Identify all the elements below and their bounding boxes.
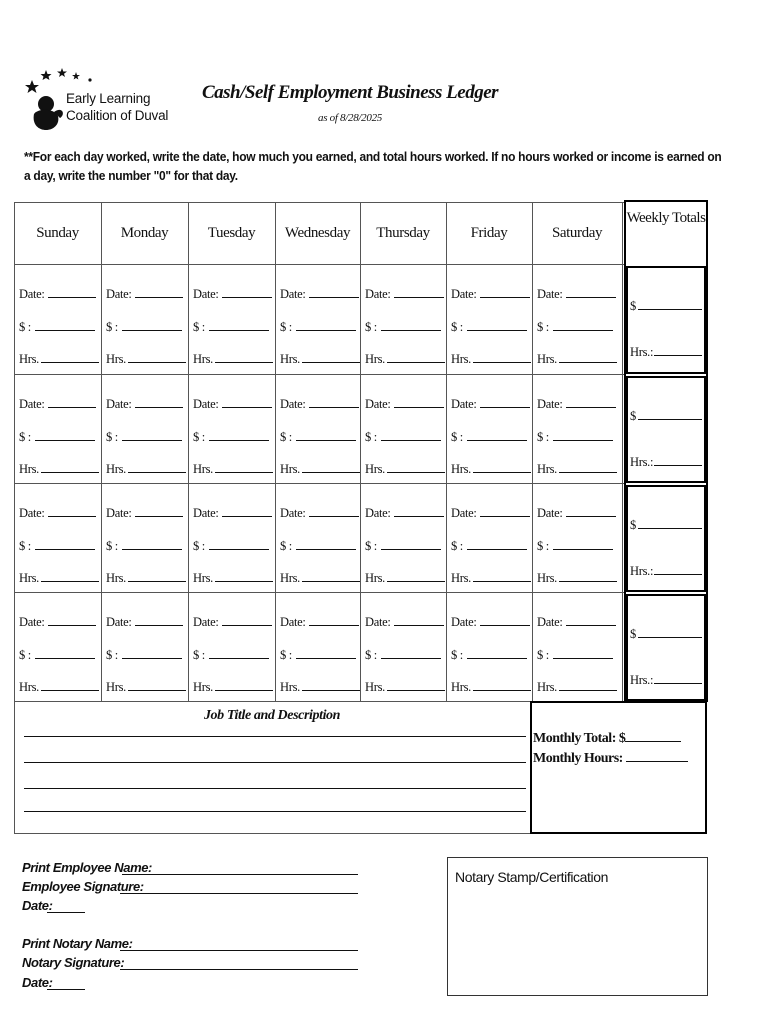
date-field[interactable] (280, 286, 359, 302)
hours-label: Hrs. (193, 571, 213, 585)
hours-label: Hrs. (451, 571, 471, 585)
hours-label: Hrs. (193, 462, 213, 476)
hours-label: Hrs. (193, 352, 213, 366)
hours-label: Hrs. (451, 352, 471, 366)
hours-field[interactable] (106, 461, 186, 477)
logo-line-2: Coalition of Duval (66, 108, 169, 123)
amount-label: $ : (193, 539, 205, 553)
grid-vline (14, 202, 15, 701)
hours-label: Hrs. (365, 462, 385, 476)
date-field[interactable] (193, 396, 272, 412)
weekly-hours-field[interactable] (630, 454, 702, 470)
day-header-tuesday: Tuesday (207, 224, 256, 241)
hours-field[interactable] (451, 570, 531, 586)
notary-date-line[interactable] (47, 989, 85, 990)
weekly-hours-field[interactable] (630, 344, 702, 360)
grid-vline (360, 202, 361, 701)
date-field[interactable] (19, 396, 96, 412)
date-label: Date: (537, 615, 563, 629)
monthly-totals-box (530, 701, 707, 834)
hours-label: Hrs. (19, 462, 39, 476)
document-title: Cash/Self Employment Business Ledger (201, 82, 499, 103)
amount-label: $ : (451, 648, 463, 662)
monthly-hours-label: Monthly Hours: (533, 751, 623, 766)
date-label: Date: (451, 615, 477, 629)
hours-field[interactable] (280, 461, 360, 477)
date-field[interactable] (106, 614, 183, 630)
amount-field[interactable] (365, 429, 441, 445)
date-field[interactable] (365, 505, 444, 521)
grid-hline (14, 374, 626, 375)
date-field[interactable] (193, 286, 272, 302)
date-label: Date: (451, 506, 477, 520)
amount-field[interactable] (451, 647, 527, 663)
hours-field[interactable] (451, 351, 531, 367)
employee-date-line[interactable] (47, 912, 85, 913)
amount-field[interactable] (451, 429, 527, 445)
day-header-wednesday: Wednesday (284, 224, 351, 241)
date-field[interactable] (365, 286, 444, 302)
amount-field[interactable] (193, 319, 269, 335)
amount-label: $ : (193, 430, 205, 444)
as-of-date: as of 8/28/2025 (318, 112, 382, 124)
hours-label: Hrs. (106, 571, 126, 585)
amount-label: $ : (365, 539, 377, 553)
hours-label: Hrs. (19, 680, 39, 694)
amount-label: $ : (451, 430, 463, 444)
amount-field[interactable] (537, 647, 613, 663)
star-icon (88, 78, 91, 81)
amount-label: $ : (19, 320, 31, 334)
weekly-totals-header: Weekly Totals (626, 210, 706, 226)
date-label: Date: (19, 615, 45, 629)
weekly-hours-label: Hrs.: (630, 455, 654, 469)
amount-field[interactable] (451, 538, 527, 554)
amount-field[interactable] (451, 319, 527, 335)
amount-label: $ : (365, 320, 377, 334)
date-field[interactable] (106, 286, 183, 302)
date-field[interactable] (537, 286, 616, 302)
date-label: Date: (537, 506, 563, 520)
date-field[interactable] (451, 614, 530, 630)
hours-field[interactable] (106, 351, 186, 367)
amount-field[interactable] (106, 319, 182, 335)
date-field[interactable] (19, 286, 96, 302)
date-label: Date: (451, 397, 477, 411)
amount-label: $ : (106, 648, 118, 662)
job-description-line[interactable] (24, 736, 526, 737)
employee-date-label: Date: (22, 898, 53, 913)
hours-label: Hrs. (365, 571, 385, 585)
hours-label: Hrs. (537, 462, 557, 476)
amount-field[interactable] (280, 319, 356, 335)
date-field[interactable] (19, 614, 96, 630)
notary-signature-label: Notary Signature: (22, 955, 125, 970)
job-description-line[interactable] (24, 811, 526, 812)
hours-label: Hrs. (537, 352, 557, 366)
amount-field[interactable] (280, 538, 356, 554)
date-label: Date: (280, 397, 306, 411)
date-field[interactable] (280, 505, 359, 521)
date-field[interactable] (193, 614, 272, 630)
hours-field[interactable] (19, 461, 99, 477)
date-label: Date: (451, 287, 477, 301)
hours-field[interactable] (19, 351, 99, 367)
date-label: Date: (19, 397, 45, 411)
date-field[interactable] (537, 396, 616, 412)
hours-field[interactable] (280, 351, 360, 367)
date-field[interactable] (451, 505, 530, 521)
hours-label: Hrs. (106, 462, 126, 476)
monthly-total-label: Monthly Total: $ (533, 731, 626, 746)
instructions-text: **For each day worked, write the date, how much you earned, and total hours worked. If no hours worked or income is earned on a day, write the number "0" for that day. (24, 150, 722, 183)
print-employee-name-label: Print Employee Name: (22, 860, 152, 875)
weekly-dollar-field[interactable] (630, 408, 702, 424)
amount-field[interactable] (280, 429, 356, 445)
hours-field[interactable] (451, 461, 531, 477)
date-label: Date: (280, 287, 306, 301)
hours-field[interactable] (365, 570, 445, 586)
print-employee-name-field[interactable] (22, 860, 152, 875)
grid-vline (622, 202, 623, 701)
amount-field[interactable] (19, 319, 95, 335)
hours-field[interactable] (280, 679, 360, 695)
day-header-thursday: Thursday (376, 224, 430, 241)
notary-name-line[interactable] (120, 950, 358, 951)
date-field[interactable] (280, 614, 359, 630)
hours-label: Hrs. (19, 352, 39, 366)
star-icon (41, 70, 52, 80)
amount-label: $ : (451, 539, 463, 553)
day-header-friday: Friday (470, 224, 508, 241)
date-field[interactable] (451, 396, 530, 412)
notary-stamp-label: Notary Stamp/Certification (455, 869, 608, 885)
hours-label: Hrs. (280, 571, 300, 585)
amount-label: $ : (280, 320, 292, 334)
date-label: Date: (193, 615, 219, 629)
date-field[interactable] (365, 396, 444, 412)
employee-signature-field[interactable] (22, 879, 144, 894)
amount-field[interactable] (537, 429, 613, 445)
date-label: Date: (365, 615, 391, 629)
grid-vline (275, 202, 276, 701)
amount-label: $ : (280, 539, 292, 553)
hours-field[interactable] (19, 570, 99, 586)
employee-signature-line[interactable] (120, 893, 358, 894)
amount-label: $ : (451, 320, 463, 334)
notary-date-field[interactable] (22, 975, 53, 990)
amount-label: $ : (193, 648, 205, 662)
hours-field[interactable] (193, 679, 273, 695)
amount-label: $ : (537, 430, 549, 444)
hours-label: Hrs. (280, 462, 300, 476)
amount-label: $ : (19, 430, 31, 444)
date-label: Date: (280, 615, 306, 629)
amount-label: $ : (193, 320, 205, 334)
amount-label: $ : (280, 648, 292, 662)
logo-text (66, 90, 168, 124)
grid-hline (14, 592, 626, 593)
weekly-dollar-field[interactable] (630, 626, 702, 642)
date-label: Date: (365, 287, 391, 301)
date-label: Date: (537, 397, 563, 411)
print-notary-name-field[interactable] (22, 936, 133, 951)
day-header-monday: Monday (120, 224, 169, 241)
amount-field[interactable] (106, 538, 182, 554)
hours-field[interactable] (19, 679, 99, 695)
hours-label: Hrs. (280, 352, 300, 366)
hours-field[interactable] (365, 351, 445, 367)
weekly-dollar-field[interactable] (630, 298, 702, 314)
star-icon (25, 80, 39, 93)
logo-line-1: Early Learning (66, 91, 151, 106)
grid-hline (14, 833, 530, 834)
amount-field[interactable] (365, 538, 441, 554)
hours-label: Hrs. (365, 352, 385, 366)
amount-field[interactable] (537, 538, 613, 554)
date-label: Date: (19, 506, 45, 520)
hours-label: Hrs. (537, 571, 557, 585)
amount-field[interactable] (106, 429, 182, 445)
job-description-line[interactable] (24, 788, 526, 789)
date-label: Date: (365, 506, 391, 520)
hours-label: Hrs. (193, 680, 213, 694)
amount-label: $ : (537, 320, 549, 334)
amount-field[interactable] (19, 647, 95, 663)
date-label: Date: (193, 287, 219, 301)
weekly-hours-field[interactable] (630, 563, 702, 579)
hours-field[interactable] (451, 679, 531, 695)
amount-label: $ : (19, 648, 31, 662)
hours-field[interactable] (537, 461, 617, 477)
date-label: Date: (537, 287, 563, 301)
hours-field[interactable] (537, 351, 617, 367)
hours-field[interactable] (537, 570, 617, 586)
date-field[interactable] (365, 614, 444, 630)
weekly-dollar-label: $ (630, 518, 636, 532)
job-title-label: Job Title and Description (203, 708, 341, 723)
amount-label: $ : (106, 320, 118, 334)
weekly-dollar-label: $ (630, 627, 636, 641)
weekly-dollar-field[interactable] (630, 517, 702, 533)
hours-field[interactable] (106, 679, 186, 695)
hours-label: Hrs. (537, 680, 557, 694)
amount-label: $ : (365, 648, 377, 662)
hours-field[interactable] (537, 679, 617, 695)
amount-field[interactable] (280, 647, 356, 663)
hours-field[interactable] (193, 570, 273, 586)
date-field[interactable] (280, 396, 359, 412)
grid-hline (14, 483, 626, 484)
hours-label: Hrs. (106, 680, 126, 694)
hours-field[interactable] (193, 461, 273, 477)
hours-field[interactable] (106, 570, 186, 586)
hours-label: Hrs. (365, 680, 385, 694)
date-label: Date: (19, 287, 45, 301)
amount-field[interactable] (193, 538, 269, 554)
amount-label: $ : (106, 539, 118, 553)
date-field[interactable] (106, 505, 183, 521)
day-header-sunday: Sunday (36, 224, 79, 241)
amount-label: $ : (537, 539, 549, 553)
employee-name-line[interactable] (122, 874, 358, 875)
hours-field[interactable] (365, 679, 445, 695)
date-label: Date: (193, 397, 219, 411)
date-field[interactable] (537, 614, 616, 630)
print-notary-name-label: Print Notary Name: (22, 936, 133, 951)
weekly-hours-field[interactable] (630, 672, 702, 688)
hours-field[interactable] (365, 461, 445, 477)
hours-label: Hrs. (106, 352, 126, 366)
amount-label: $ : (365, 430, 377, 444)
notary-signature-field[interactable] (22, 955, 124, 970)
amount-field[interactable] (193, 429, 269, 445)
amount-label: $ : (19, 539, 31, 553)
amount-label: $ : (537, 648, 549, 662)
job-description-line[interactable] (24, 762, 526, 763)
date-label: Date: (193, 506, 219, 520)
weekly-dollar-label: $ (630, 299, 636, 313)
notary-date-label: Date: (22, 975, 53, 990)
weekly-hours-label: Hrs.: (630, 564, 654, 578)
amount-field[interactable] (537, 319, 613, 335)
date-label: Date: (106, 506, 132, 520)
grid-hline (14, 264, 626, 265)
amount-field[interactable] (193, 647, 269, 663)
grid-vline (101, 202, 102, 701)
weekly-hours-label: Hrs.: (630, 345, 654, 359)
amount-field[interactable] (365, 319, 441, 335)
date-field[interactable] (19, 505, 96, 521)
date-field[interactable] (537, 505, 616, 521)
star-icon (57, 68, 67, 77)
date-label: Date: (280, 506, 306, 520)
weekly-hours-label: Hrs.: (630, 673, 654, 687)
date-label: Date: (106, 287, 132, 301)
hours-label: Hrs. (280, 680, 300, 694)
hours-field[interactable] (193, 351, 273, 367)
star-icon (72, 72, 80, 80)
notary-signature-line[interactable] (120, 969, 358, 970)
date-field[interactable] (193, 505, 272, 521)
hours-label: Hrs. (451, 680, 471, 694)
amount-field[interactable] (19, 538, 95, 554)
day-header-saturday: Saturday (551, 224, 603, 241)
hours-label: Hrs. (19, 571, 39, 585)
date-label: Date: (106, 397, 132, 411)
employee-date-field[interactable] (22, 898, 53, 913)
date-label: Date: (365, 397, 391, 411)
grid-vline (446, 202, 447, 701)
amount-label: $ : (280, 430, 292, 444)
grid-vline (532, 202, 533, 701)
date-field[interactable] (451, 286, 530, 302)
employee-signature-label: Employee Signature: (22, 879, 144, 894)
monthly-hours-field[interactable] (533, 750, 688, 767)
amount-label: $ : (106, 430, 118, 444)
weekly-dollar-label: $ (630, 409, 636, 423)
amount-field[interactable] (19, 429, 95, 445)
amount-field[interactable] (365, 647, 441, 663)
date-field[interactable] (106, 396, 183, 412)
amount-field[interactable] (106, 647, 182, 663)
date-label: Date: (106, 615, 132, 629)
grid-vline (188, 202, 189, 701)
monthly-total-field[interactable] (533, 730, 681, 747)
hours-label: Hrs. (451, 462, 471, 476)
hours-field[interactable] (280, 570, 360, 586)
